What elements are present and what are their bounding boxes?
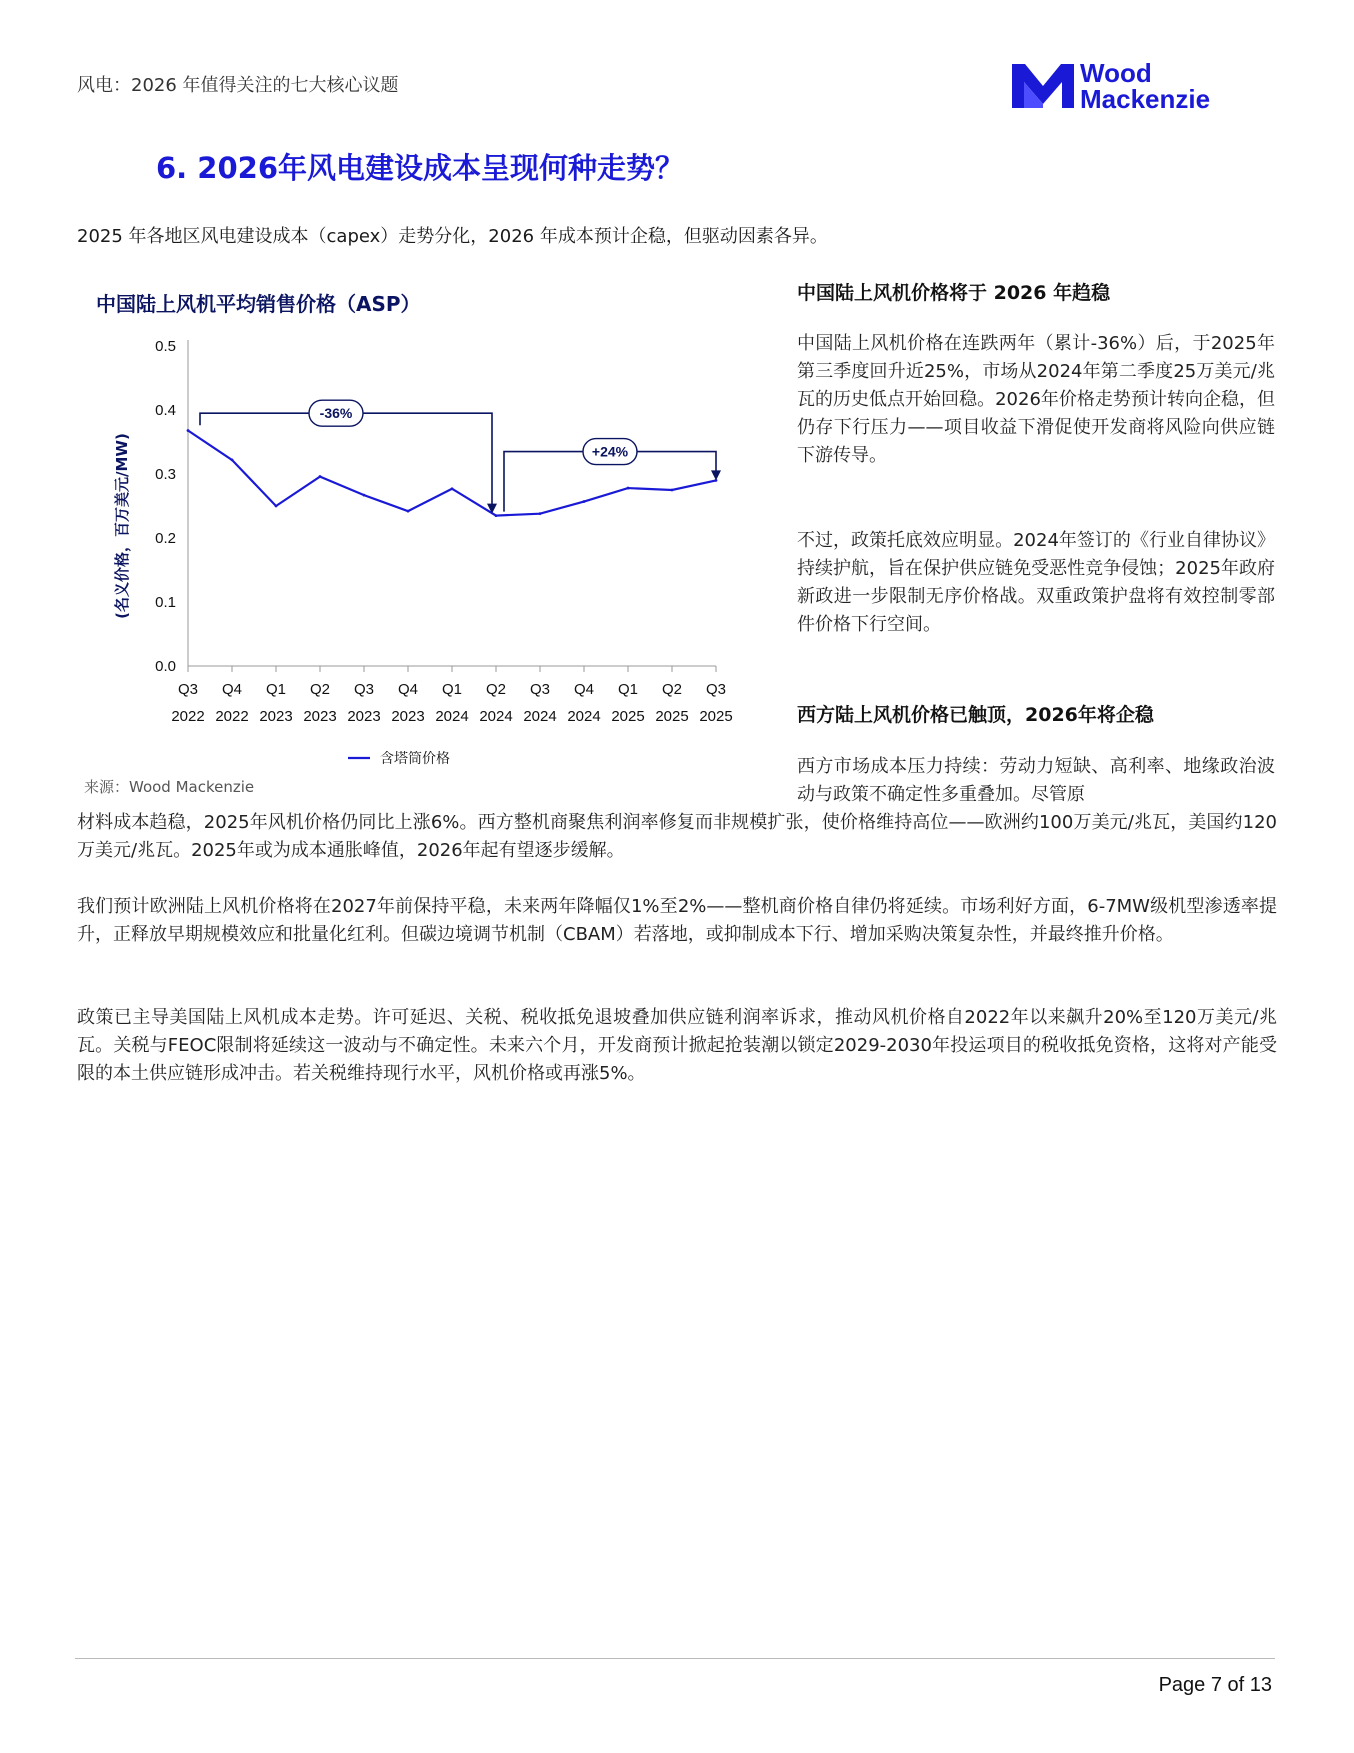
y-axis-title: (名义价格，百万美元/MW) — [113, 433, 131, 619]
data-point — [451, 487, 454, 490]
lead-paragraph: 2025 年各地区风电建设成本（capex）走势分化，2026 年成本预计企稳，但驱动因素各异。 — [77, 226, 828, 247]
annotation-label: +24% — [591, 443, 629, 460]
y-tick-label: 0.0 — [155, 658, 176, 675]
logo-word-2: Mackenzie — [1080, 84, 1211, 114]
paragraph-text: 我们预计欧洲陆上风机价格将在2027年前保持平稳，未来两年降幅仅1%至2%——整机商价格自律仍将延续。市场利好方面，6-7MW级机型渗透率提升，正释放早期规模效应和批量化红利。但碳边境调节机制（CBAM）若落地，或抑制成本下行、增加采购决策复杂性，并最终推升价格。 — [77, 896, 1277, 945]
x-tick-label: 2025 — [611, 708, 645, 725]
x-tick-label: 2023 — [303, 708, 337, 725]
paragraph-text: 西方市场成本压力持续：劳动力短缺、高利率、地缘政治波动与政策不确定性多重叠加。尽管原 — [797, 756, 1275, 805]
logo-mark-icon — [1012, 60, 1074, 110]
sidebar-paragraph-1 — [797, 330, 1275, 470]
sidebar-heading-west: 西方陆上风机价格已触顶，2026年将企稳 — [797, 704, 1154, 726]
data-point — [363, 494, 366, 497]
data-point — [495, 514, 498, 517]
data-point — [627, 487, 630, 490]
x-tick-label: Q3 — [529, 681, 551, 698]
page-number: Page 7 of 13 — [1158, 1674, 1272, 1696]
x-tick-label: Q2 — [485, 681, 507, 698]
x-tick-label: Q4 — [397, 681, 419, 698]
annotation-label: -36% — [319, 405, 353, 422]
legend-label: 含塔筒价格 — [380, 751, 450, 767]
y-tick-label: 0.2 — [155, 530, 176, 547]
x-tick-label: 2022 — [171, 708, 205, 725]
x-tick-label: Q3 — [177, 681, 199, 698]
body-paragraph-4 — [77, 893, 1277, 949]
annotation-arrow — [711, 470, 721, 480]
x-tick-label: 2023 — [391, 708, 425, 725]
paragraph-text: 材料成本趋稳，2025年风机价格仍同比上涨6%。西方整机商聚焦利润率修复而非规模扩张，使价格维持高位——欧洲约100万美元/兆瓦，美国约120万美元/兆瓦。2025年或为成本通胀峰值，2026年起有望逐步缓解。 — [77, 812, 1277, 861]
x-tick-label: Q1 — [441, 681, 463, 698]
data-point — [319, 475, 322, 478]
x-tick-label: 2024 — [435, 708, 469, 725]
x-tick-label: 2025 — [699, 708, 733, 725]
paragraph-text: 不过，政策托底效应明显。2024年签订的《行业自律协议》持续护航，旨在保护供应链免受恶性竞争侵蚀；2025年政府新政进一步限制无序价格战。双重政策护盘将有效控制零部件价格下行空间。 — [797, 530, 1275, 635]
x-tick-label: 2024 — [479, 708, 513, 725]
x-tick-label: Q3 — [353, 681, 375, 698]
y-tick-label: 0.5 — [155, 338, 176, 355]
footer-divider — [75, 1658, 1275, 1659]
y-tick-label: 0.4 — [155, 402, 176, 419]
x-tick-label: Q2 — [309, 681, 331, 698]
sidebar-paragraph-2 — [797, 527, 1275, 639]
x-tick-label: Q1 — [617, 681, 639, 698]
body-paragraph-5 — [77, 1004, 1277, 1088]
x-tick-label: 2022 — [215, 708, 249, 725]
running-title: 风电：2026 年值得关注的七大核心议题 — [77, 75, 399, 96]
chart-title: 中国陆上风机平均销售价格（ASP） — [96, 292, 421, 316]
x-tick-label: 2024 — [567, 708, 601, 725]
data-point — [539, 512, 542, 515]
x-tick-label: 2023 — [347, 708, 381, 725]
chart-source: 来源：Wood Mackenzie — [84, 778, 255, 796]
data-point — [275, 505, 278, 508]
body-paragraph-3-cont — [77, 809, 1277, 865]
data-point — [231, 459, 234, 462]
x-tick-label: Q1 — [265, 681, 287, 698]
x-tick-label: Q4 — [221, 681, 243, 698]
logo-word-1: Wood — [1080, 58, 1152, 88]
paragraph-text: 政策已主导美国陆上风机成本走势。许可延迟、关税、税收抵免退坡叠加供应链利润率诉求，推动风机价格自2022年以来飙升20%至120万美元/兆瓦。关税与FEOC限制将延续这一波动与不确定性。未来六个月，开发商预计掀起抢装潮以锁定2029-2030年投运项目的税收抵免资格，这将对产能受限的本土供应链形成冲击。若关税维持现行水平，风机价格或再涨5%。 — [77, 1007, 1277, 1084]
x-tick-label: Q4 — [573, 681, 595, 698]
y-tick-label: 0.1 — [155, 594, 176, 611]
asp-line-chart — [90, 318, 750, 778]
sidebar-paragraph-3 — [797, 753, 1275, 809]
data-point — [407, 510, 410, 513]
y-tick-label: 0.3 — [155, 466, 176, 483]
x-tick-label: Q3 — [705, 681, 727, 698]
wood-mackenzie-logo — [1012, 60, 1232, 116]
x-tick-label: 2024 — [523, 708, 557, 725]
x-tick-label: 2025 — [655, 708, 689, 725]
data-point — [671, 489, 674, 492]
series-line — [188, 430, 716, 515]
paragraph-text: 中国陆上风机价格在连跌两年（累计-36%）后，于2025年第三季度回升近25%，市场从2024年第二季度25万美元/兆瓦的历史低点开始回稳。2026年价格走势预计转向企稳，但仍存下行压力——项目收益下滑促使开发商将风险向供应链下游传导。 — [797, 333, 1275, 466]
x-tick-label: 2023 — [259, 708, 293, 725]
x-tick-label: Q2 — [661, 681, 683, 698]
data-point — [187, 429, 190, 432]
data-point — [583, 500, 586, 503]
section-title: 6. 2026年风电建设成本呈现何种走势？ — [156, 151, 685, 185]
sidebar-heading-china: 中国陆上风机价格将于 2026 年趋稳 — [797, 282, 1111, 304]
